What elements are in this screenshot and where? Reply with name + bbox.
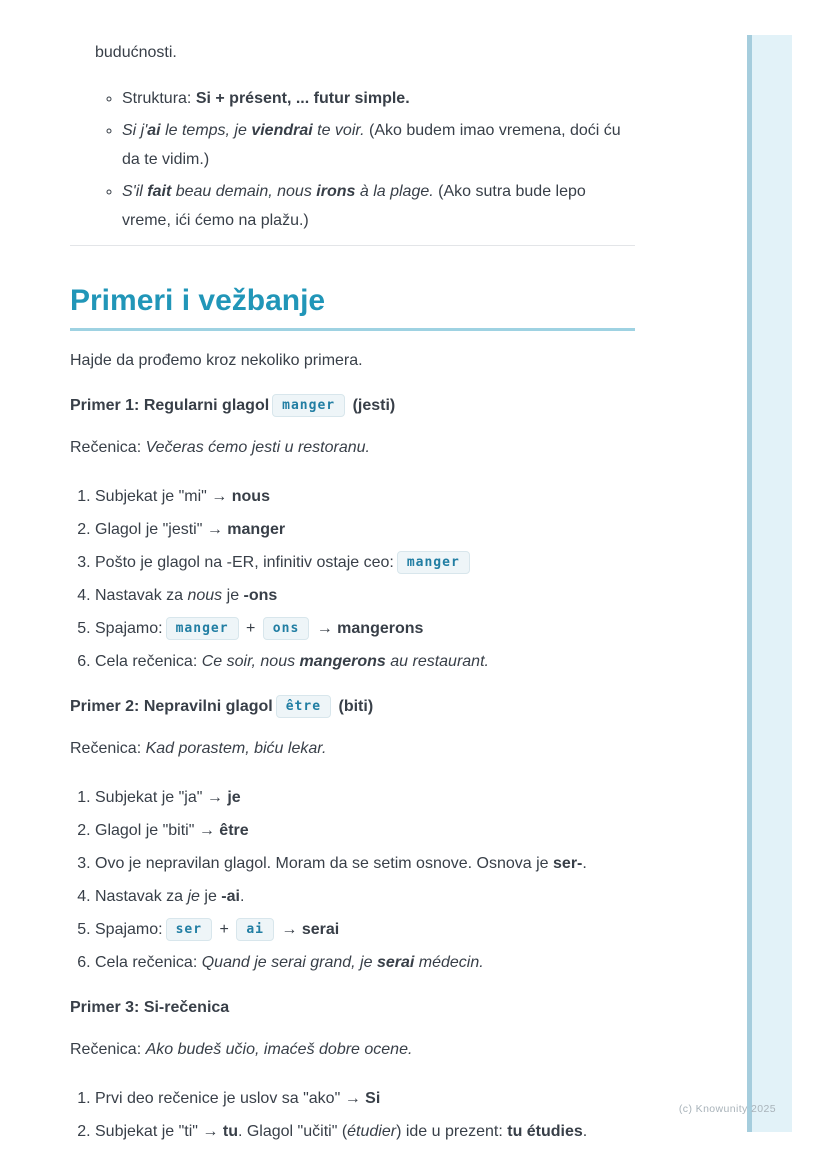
text-segment: Spajamo: bbox=[95, 620, 163, 637]
text-segment: . bbox=[582, 1123, 588, 1140]
text-segment: Prvi deo rečenice je uslov sa "ako" → bbox=[95, 1090, 366, 1107]
text-segment: Kad porastem, biću lekar. bbox=[145, 740, 327, 757]
example-1 bbox=[70, 393, 635, 674]
text-segment: serai bbox=[301, 921, 340, 938]
step-item bbox=[95, 617, 635, 641]
text-segment: Ce soir, nous bbox=[201, 653, 300, 670]
text-segment: le temps, je bbox=[160, 122, 252, 139]
step-item bbox=[95, 951, 635, 975]
document-content bbox=[70, 41, 635, 1153]
text-segment: manger bbox=[227, 521, 286, 538]
page-scroll-strip[interactable] bbox=[747, 35, 792, 1132]
text-segment: . bbox=[239, 888, 245, 905]
example-title bbox=[70, 995, 635, 1021]
text-segment: → bbox=[312, 620, 338, 637]
text-segment: Spajamo: bbox=[95, 921, 163, 938]
text-segment: Si bbox=[365, 1090, 381, 1107]
text-segment: . bbox=[582, 855, 587, 872]
text-segment: tu bbox=[222, 1123, 238, 1140]
text-segment: Primer 1: Regularni glagol bbox=[70, 397, 270, 414]
structure-bullet-list bbox=[95, 84, 635, 235]
step-item bbox=[95, 1120, 635, 1144]
step-item bbox=[95, 650, 635, 674]
text-segment: médecin. bbox=[414, 954, 484, 971]
text-segment: Rečenica: bbox=[70, 1041, 146, 1058]
text-segment: Struktura: bbox=[122, 90, 196, 107]
text-segment: Rečenica: bbox=[70, 439, 146, 456]
step-item bbox=[95, 918, 635, 942]
section-heading: Primeri i vežbanje bbox=[70, 284, 635, 331]
text-segment: nous bbox=[231, 488, 270, 505]
inline-code-chip: manger bbox=[397, 551, 470, 574]
text-segment: (Ako budem imao vremena, doći ću da te vidim.) bbox=[122, 122, 621, 168]
text-segment: -ons bbox=[243, 587, 278, 604]
example-sentence bbox=[70, 737, 635, 761]
text-segment: serai bbox=[376, 954, 415, 971]
text-segment: au restaurant. bbox=[385, 653, 489, 670]
step-item bbox=[95, 786, 635, 810]
text-segment: à la plage. bbox=[355, 183, 434, 200]
text-segment: je bbox=[199, 888, 222, 905]
watermark: (c) Knowunity 2025 bbox=[678, 1103, 776, 1115]
example-steps-list bbox=[70, 485, 635, 674]
example-sentence bbox=[70, 436, 635, 460]
inline-code-chip: manger bbox=[166, 617, 239, 640]
step-item bbox=[95, 551, 635, 575]
example-2 bbox=[70, 694, 635, 975]
text-segment: je bbox=[227, 789, 241, 806]
text-segment: mangerons bbox=[299, 653, 386, 670]
step-item bbox=[95, 819, 635, 843]
example-3 bbox=[70, 995, 635, 1144]
text-segment: Večeras ćemo jesti u restoranu. bbox=[145, 439, 370, 456]
text-segment: (jesti) bbox=[348, 397, 396, 414]
text-segment: Subjekat je "ti" → bbox=[95, 1123, 223, 1140]
text-segment: + bbox=[215, 921, 234, 938]
text-segment: S'il bbox=[122, 183, 148, 200]
example-sentence bbox=[70, 1038, 635, 1062]
text-segment: je bbox=[187, 888, 200, 905]
section-divider bbox=[70, 245, 635, 246]
text-segment: beau demain, nous bbox=[171, 183, 317, 200]
text-segment: ai bbox=[147, 122, 161, 139]
step-item bbox=[95, 852, 635, 876]
step-item bbox=[95, 885, 635, 909]
text-segment: te voir. bbox=[312, 122, 365, 139]
text-segment: Si j' bbox=[122, 122, 148, 139]
text-segment: Nastavak za bbox=[95, 587, 188, 604]
inline-code-chip: être bbox=[276, 695, 331, 718]
text-segment: Subjekat je "ja" → bbox=[95, 789, 228, 806]
bullet-item bbox=[122, 84, 635, 113]
text-segment: ser- bbox=[553, 855, 583, 872]
text-segment: nous bbox=[187, 587, 223, 604]
step-item bbox=[95, 518, 635, 542]
text-segment: . Glagol "učiti" ( bbox=[237, 1123, 348, 1140]
bullet-item bbox=[122, 177, 635, 235]
continuation-paragraph: budućnosti. bbox=[95, 44, 177, 61]
text-segment: Quand je serai grand, je bbox=[201, 954, 377, 971]
step-item bbox=[95, 584, 635, 608]
inline-code-chip: ons bbox=[263, 617, 309, 640]
text-segment: + bbox=[241, 620, 260, 637]
text-segment: être bbox=[219, 822, 249, 839]
text-segment: ) ide u prezent: bbox=[396, 1123, 508, 1140]
text-segment: Subjekat je "mi" → bbox=[95, 488, 232, 505]
inline-code-chip: ai bbox=[236, 918, 274, 941]
lead-paragraph: Hajde da prođemo kroz nekoliko primera. bbox=[70, 352, 363, 369]
text-segment: Rečenica: bbox=[70, 740, 146, 757]
text-segment: Primer 3: Si-rečenica bbox=[70, 999, 230, 1016]
example-title bbox=[70, 393, 635, 419]
text-segment: Cela rečenica: bbox=[95, 653, 202, 670]
text-segment: mangerons bbox=[337, 620, 424, 637]
text-segment: viendrai bbox=[251, 122, 313, 139]
text-segment: Glagol je "biti" → bbox=[95, 822, 220, 839]
text-segment: fait bbox=[147, 183, 172, 200]
text-segment: tu étudies bbox=[507, 1123, 583, 1140]
text-segment: Ovo je nepravilan glagol. Moram da se setim osnove. Osnova je bbox=[95, 855, 554, 872]
text-segment: Nastavak za bbox=[95, 888, 188, 905]
text-segment: Ako budeš učio, imaćeš dobre ocene. bbox=[145, 1041, 413, 1058]
text-segment: Glagol je "jesti" → bbox=[95, 521, 228, 538]
text-segment: Pošto je glagol na -ER, infinitiv ostaje ceo: bbox=[95, 554, 394, 571]
example-title bbox=[70, 694, 635, 720]
text-segment: Si + présent, ... futur simple. bbox=[195, 90, 410, 107]
text-segment: -ai bbox=[221, 888, 240, 905]
example-steps-list bbox=[70, 786, 635, 975]
step-item bbox=[95, 1087, 635, 1111]
step-item bbox=[95, 485, 635, 509]
text-segment: → bbox=[276, 921, 302, 938]
text-segment: irons bbox=[316, 183, 356, 200]
text-segment: étudier bbox=[347, 1123, 397, 1140]
text-segment: je bbox=[222, 587, 244, 604]
text-segment: (biti) bbox=[334, 698, 374, 715]
inline-code-chip: ser bbox=[166, 918, 212, 941]
text-segment: (Ako sutra bude lepo vreme, ići ćemo na plažu.) bbox=[122, 183, 586, 229]
example-steps-list bbox=[70, 1087, 635, 1144]
text-segment: Cela rečenica: bbox=[95, 954, 202, 971]
inline-code-chip: manger bbox=[272, 394, 345, 417]
text-segment: Primer 2: Nepravilni glagol bbox=[70, 698, 273, 715]
bullet-item bbox=[122, 116, 635, 174]
